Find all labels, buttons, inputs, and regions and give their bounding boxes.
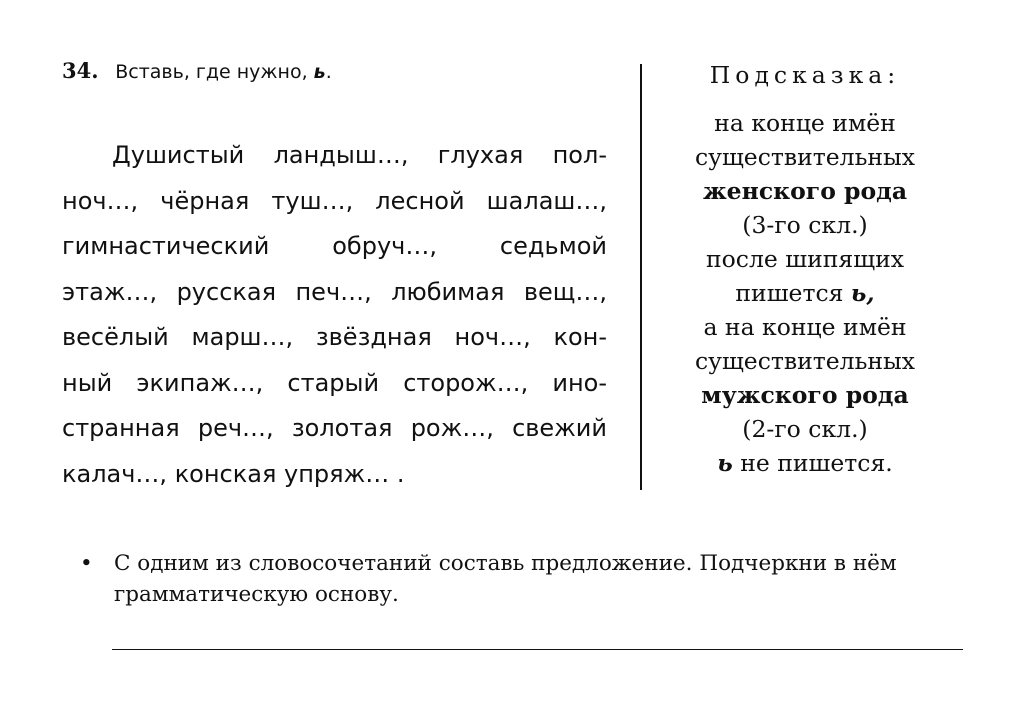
hint-line [650, 276, 960, 310]
hint-line-feminine: женского рода [702, 177, 908, 205]
soft-sign-letter: ь, [850, 279, 875, 307]
soft-sign-letter: ь [717, 449, 733, 477]
hint-box [650, 58, 960, 480]
hint-line: на конце имён [714, 109, 896, 137]
hint-line-masculine: мужского рода [701, 381, 909, 409]
exercise-line: гимнастический обруч…, седьмой [62, 232, 607, 260]
exercise-instruction [115, 61, 332, 83]
bullet-icon: • [80, 551, 93, 576]
hint-line: после шипящих [705, 245, 905, 273]
hint-title: Подсказка: [709, 61, 901, 89]
hint-text: пишется [735, 279, 851, 307]
hint-line: а на конце имён [703, 313, 907, 341]
answer-line[interactable] [112, 649, 963, 650]
exercise-header [62, 58, 332, 83]
vertical-divider [640, 64, 642, 490]
exercise-line: ный экипаж…, старый сторож…, ино- [62, 368, 607, 397]
hint-line: существительных [694, 143, 916, 171]
exercise-line: Душистый ландыш…, глухая пол- [112, 141, 607, 169]
exercise-number: 34. [62, 58, 99, 83]
task-block [80, 548, 970, 610]
hint-line [650, 446, 960, 480]
instruction-period: . [325, 61, 332, 83]
task-line: С одним из словосочетаний составь предложение. Подчеркни в нём [114, 551, 897, 576]
exercise-line: ноч…, чёрная туш…, лесной шалаш…, [62, 186, 607, 215]
hint-text: не пишется. [732, 449, 893, 477]
task-text [114, 548, 970, 610]
hint-line: существительных [694, 347, 916, 375]
hint-line: (3-го скл.) [742, 211, 868, 239]
instruction-text: Вставь, где нужно, [115, 61, 314, 83]
exercise-line: калач…, конская упряж… . [62, 459, 405, 488]
exercise-line: этаж…, русская печ…, любимая вещ…, [62, 277, 607, 306]
exercise-text [62, 133, 607, 497]
exercise-line: странная реч…, золотая рож…, свежий [62, 414, 607, 442]
soft-sign-letter: ь [313, 61, 326, 83]
hint-line: (2-го скл.) [742, 415, 868, 443]
task-line: грамматическую основу. [114, 582, 399, 607]
exercise-line: весёлый марш…, звёздная ноч…, кон- [62, 323, 607, 351]
